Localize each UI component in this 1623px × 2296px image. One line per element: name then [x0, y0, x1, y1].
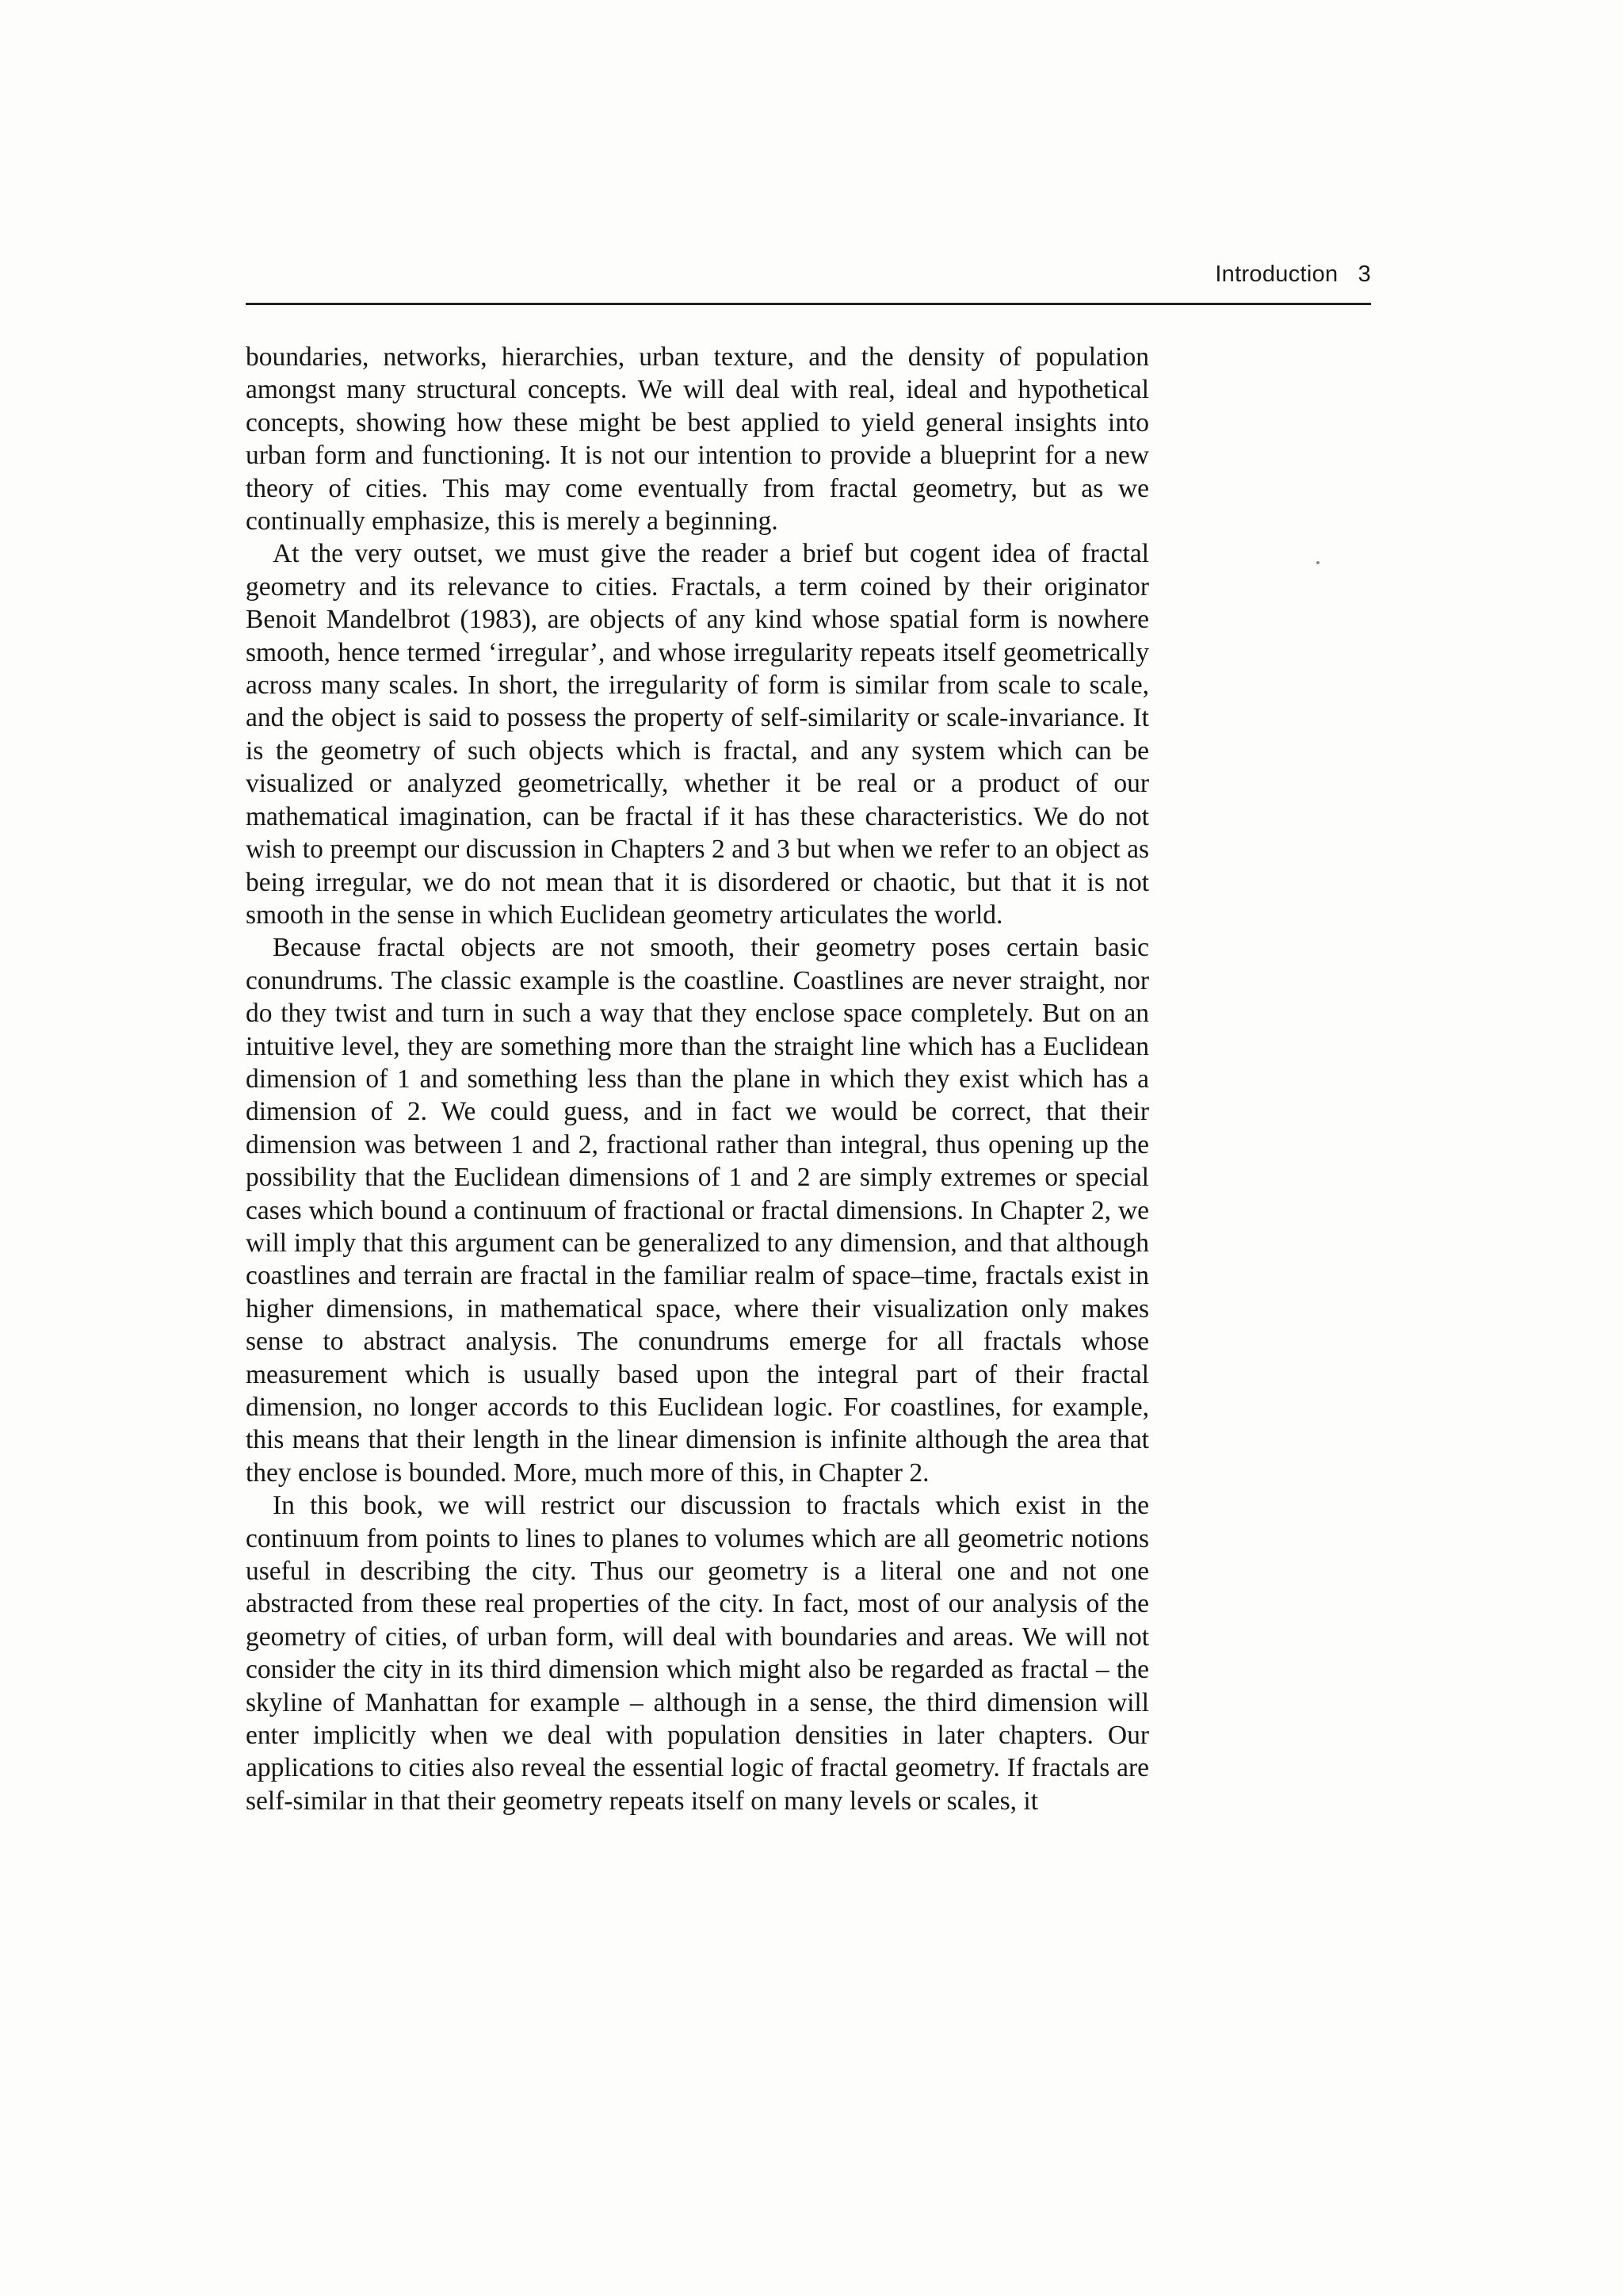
page-number: 3 — [1358, 262, 1371, 287]
running-header-text — [1215, 262, 1371, 288]
running-header — [246, 262, 1371, 305]
scan-speck — [1316, 561, 1319, 564]
paragraph: In this book, we will restrict our discussion to fractals which exist in the continuum from points to lines to planes to volumes which are all geometric notions useful in describing the city. Thus our geometry is a literal one and not one abstracted from these real properties of the city. In fact, most of our analysis of the geometry of cities, of urban form, will deal with boundaries and areas. We will not consider the city in its third dimension which might also be regarded as fractal – the skyline of Manhattan for example – although in a sense, the third dimension will enter implicitly when we deal with population densities in later chapters. Our applications to cities also reveal the essential logic of fractal geometry. If fractals are self-similar in that their geometry repeats itself on many levels or scales, it — [246, 1491, 1149, 1816]
paragraph: Because fractal objects are not smooth, their geometry poses certain basic conundrums. The classic example is the coastline. Coastlines are never straight, nor do they twist and turn in such a way that they enclose space completely. But on an intuitive level, they are something more than the straight line which has a Euclidean dimension of 1 and something less than the plane in which they exist which has a dimension of 2. We could guess, and in fact we would be correct, that their dimension was between 1 and 2, fractional rather than integral, thus opening up the possibility that the Euclidean dimensions of 1 and 2 are simply extremes or special cases which bound a continuum of fractional or fractal dimensions. In Chapter 2, we will imply that this argument can be generalized to any dimension, and that although coastlines and terrain are fractal in the familiar realm of space–time, fractals exist in higher dimensions, in mathematical space, where their visualization only makes sense to abstract analysis. The conundrums emerge for all fractals whose measurement which is usually based upon the integral part of their fractal dimension, no longer accords to this Euclidean logic. For coastlines, for example, this means that their length in the linear dimension is infinite although the area that they enclose is bounded. More, much more of this, in Chapter 2. — [246, 933, 1149, 1488]
paragraph-continuation: boundaries, networks, hierarchies, urban texture, and the density of population amongst many structural concepts. We will deal with real, ideal and hypothetical concepts, showing how these might be best applied to yield general insights into urban form and functioning. It is not our intention to provide a blueprint for a new theory of cities. This may come eventually from fractal geometry, but as we continually emphasize, this is merely a beginning. — [246, 342, 1149, 537]
body-text — [246, 341, 1149, 1817]
paragraph: At the very outset, we must give the reader a brief but cogent idea of fractal geometry and its relevance to cities. Fractals, a term coined by their originator Benoit Mandelbrot (1983), are objects of any kind whose spatial form is nowhere smooth, hence termed ‘irregular’, and whose irregularity repeats itself geometrically across many scales. In short, the irregularity of form is similar from scale to scale, and the object is said to possess the property of self-similarity or scale-invariance. It is the geometry of such objects which is fractal, and any system which can be visualized or analyzed geometrically, whether it be real or a product of our mathematical imagination, can be fractal if it has these characteristics. We do not wish to preempt our discussion in Chapters 2 and 3 but when we refer to an object as being irregular, we do not mean that it is disordered or chaotic, but that it is not smooth in the sense in which Euclidean geometry articulates the world. — [246, 539, 1149, 930]
running-title: Introduction — [1215, 262, 1338, 287]
